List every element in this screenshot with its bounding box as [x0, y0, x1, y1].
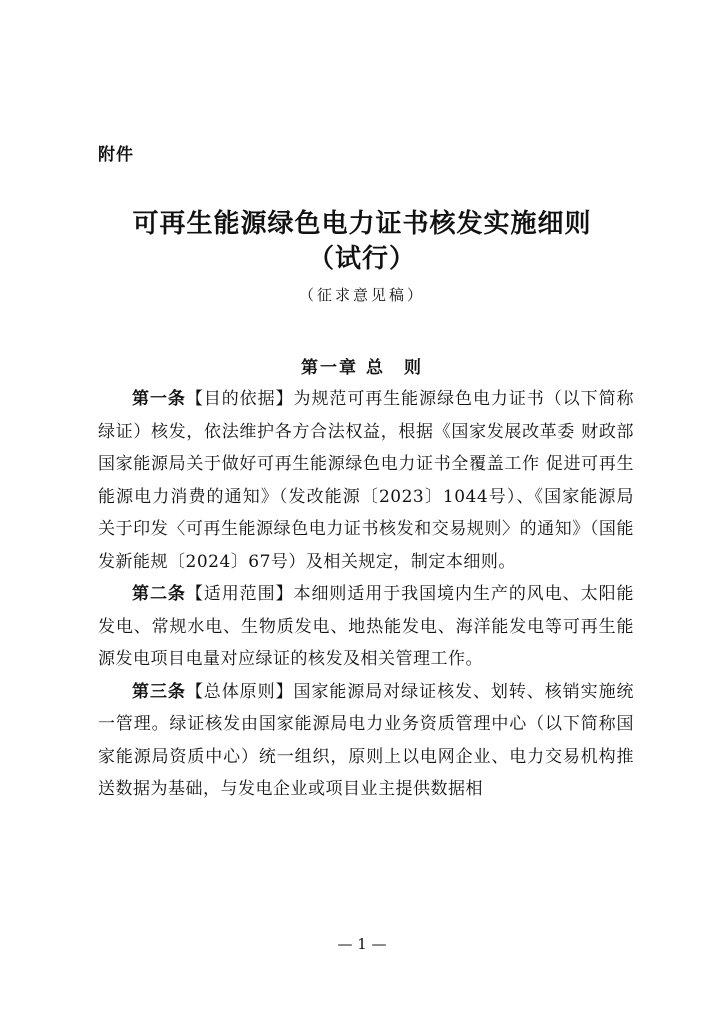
article-1-text: 【目的依据】为规范可再生能源绿色电力证书（以下简称绿证）核发，依法维护各方合法权益，根据《国家发展改革委 财政部 国家能源局关于做好可再生能源绿色电力证书全覆盖工作 促进可再生能源电力消费的通知》（发改能源〔2023〕1044号）、《国家能源局关于印发〈可再生能源绿色电力证书核发和交易规则〉的通知》（国能发新能规〔2024〕67号）及相关规定，制定本细则。	[98, 389, 635, 572]
article-3-text: 【总体原则】国家能源局对绿证核发、划转、核销实施统一管理。绿证核发由国家能源局电力业务资质管理中心（以下简称国家能源局资质中心）统一组织，原则上以电网企业、电力交易机构推送数据为基础，与发电企业或项目业主提供数据相	[98, 681, 635, 799]
document-title-trial: （试行）	[307, 244, 416, 274]
document-body	[98, 383, 634, 806]
article-1-number: 第一条	[132, 389, 186, 409]
article-3-number: 第三条	[132, 681, 186, 702]
article-2	[98, 578, 634, 676]
draft-notice: （征求意见稿）	[298, 286, 425, 304]
article-2-text: 【适用范围】本细则适用于我国境内生产的风电、太阳能发电、常规水电、生物质发电、地热能发电、海洋能发电等可再生能源发电项目电量对应绿证的核发及相关管理工作。	[98, 584, 635, 669]
page-number: — 1 —	[337, 935, 387, 953]
document-title: 可再生能源绿色电力证书核发实施细则	[132, 209, 592, 239]
chapter-heading: 第一章 总 则	[301, 358, 423, 378]
attachment-label: 附件	[98, 145, 134, 165]
article-3	[98, 676, 634, 806]
article-2-number: 第二条	[132, 584, 186, 604]
article-1	[98, 383, 634, 578]
